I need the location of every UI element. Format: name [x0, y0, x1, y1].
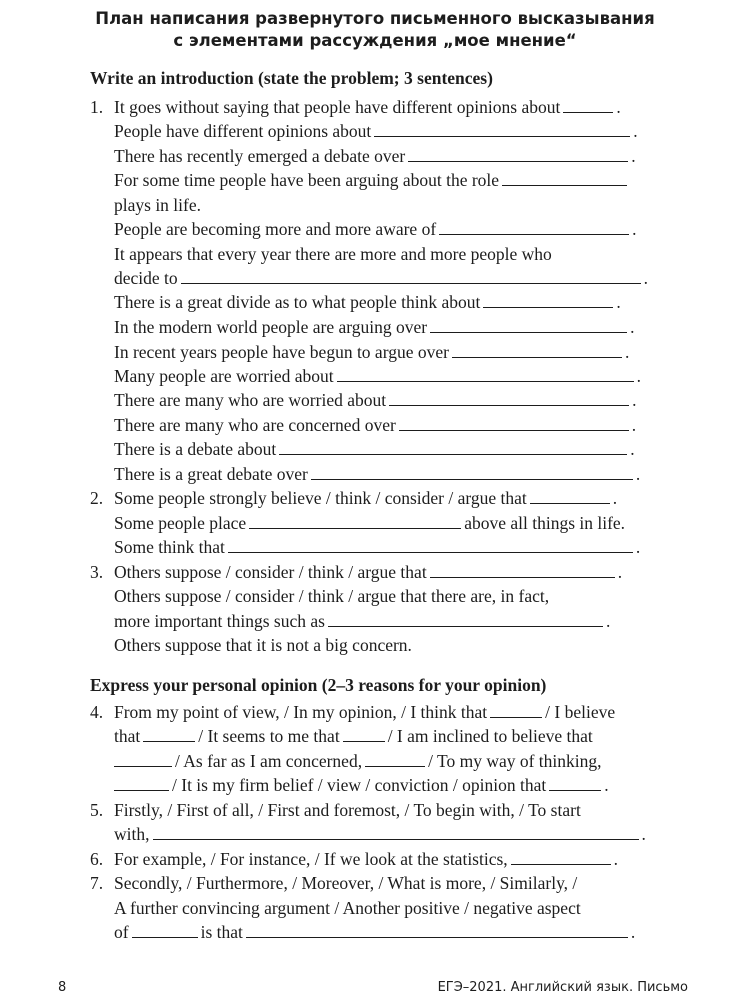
- blank: [114, 775, 169, 791]
- opinion-line: / It is my firm belief / view / conviction / opinion that .: [114, 773, 659, 797]
- item-number-5: 5.: [90, 800, 104, 820]
- opinion-line: Secondly, / Furthermore, / Moreover, / What is more, / Similarly, /: [114, 873, 578, 893]
- intro-line: Others suppose that it is not a big concern.: [114, 635, 412, 655]
- intro-line: Some think that .: [114, 537, 641, 557]
- blank: [452, 342, 622, 358]
- intro-line: There is a debate about .: [114, 439, 635, 459]
- opinion-line: that / It seems to me that / I am inclined to believe that: [114, 726, 593, 746]
- item-number-2: 2.: [90, 488, 104, 508]
- opinion-line: / As far as I am concerned, / To my way of thinking,: [114, 749, 659, 773]
- blank: [399, 415, 629, 431]
- blank: [439, 219, 629, 235]
- intro-line: more important things such as .: [114, 611, 611, 631]
- intro-line: It appears that every year there are more and more people who: [114, 244, 552, 264]
- intro-line: People have different opinions about .: [114, 121, 638, 141]
- intro-line: Others suppose / consider / think / argue that .: [114, 562, 623, 582]
- book-title-footer: ЕГЭ–2021. Английский язык. Письмо: [437, 980, 688, 995]
- blank: [374, 121, 630, 137]
- blank: [430, 562, 615, 578]
- intro-line: There has recently emerged a debate over .: [114, 146, 636, 166]
- opinion-line: A further convincing argument / Another positive / negative aspect: [114, 898, 581, 918]
- item-number-3: 3.: [90, 562, 104, 582]
- intro-line: There are many who are worried about .: [114, 390, 637, 410]
- page-title-line-1: План написания развернутого письменного высказывания: [95, 9, 655, 28]
- blank: [530, 488, 610, 504]
- blank: [389, 390, 629, 406]
- intro-line: There is a great debate over .: [114, 464, 641, 484]
- blank: [408, 146, 628, 162]
- opinion-heading: Express your personal opinion (2–3 reasons for your opinion): [90, 675, 547, 695]
- blank: [328, 611, 603, 627]
- item-number-1: 1.: [90, 97, 104, 117]
- opinion-line: For example, / For instance, / If we look at the statistics, .: [114, 849, 619, 869]
- opinion-line: Firstly, / First of all, / First and foremost, / To begin with, / To start: [114, 800, 581, 820]
- blank: [228, 537, 633, 553]
- intro-line: decide to .: [114, 268, 649, 288]
- blank: [114, 751, 172, 767]
- intro-line: People are becoming more and more aware of .: [114, 219, 637, 239]
- blank: [430, 317, 627, 333]
- blank: [181, 268, 641, 284]
- blank: [502, 170, 627, 186]
- blank: [365, 751, 425, 767]
- blank: [246, 922, 628, 938]
- intro-heading: Write an introduction (state the problem; 3 sentences): [90, 68, 493, 88]
- blank: [311, 464, 633, 480]
- item-number-7: 7.: [90, 873, 104, 893]
- intro-line: There are many who are concerned over .: [114, 415, 637, 435]
- item-number-6: 6.: [90, 849, 104, 869]
- blank: [343, 726, 385, 742]
- blank: [279, 439, 627, 455]
- opinion-line: of is that .: [114, 922, 636, 942]
- intro-line: For some time people have been arguing about the role: [114, 168, 659, 192]
- intro-line: In the modern world people are arguing over .: [114, 317, 635, 337]
- blank: [143, 726, 195, 742]
- intro-line: Some people place above all things in life.: [114, 513, 626, 533]
- item-number-4: 4.: [90, 702, 104, 722]
- page-number: 8: [58, 980, 67, 995]
- blank: [549, 775, 601, 791]
- intro-line: Many people are worried about .: [114, 366, 642, 386]
- intro-line: Some people strongly believe / think / consider / argue that .: [114, 488, 618, 508]
- intro-line: There is a great divide as to what people think about .: [114, 292, 621, 312]
- blank: [490, 702, 542, 718]
- blank: [132, 922, 198, 938]
- blank: [511, 849, 611, 865]
- opinion-line: with, .: [114, 824, 646, 844]
- blank: [483, 292, 613, 308]
- intro-line: It goes without saying that people have different opinions about .: [114, 97, 621, 117]
- intro-line: In recent years people have begun to argue over .: [114, 342, 630, 362]
- opinion-line: From my point of view, / In my opinion, / I think that / I believe: [114, 702, 616, 722]
- blank: [337, 366, 634, 382]
- blank: [563, 97, 613, 113]
- blank: [249, 513, 461, 529]
- blank: [153, 824, 639, 840]
- page-title-line-2: с элементами рассуждения „мое мнение“: [173, 31, 577, 50]
- intro-line: plays in life.: [114, 195, 201, 215]
- intro-line: Others suppose / consider / think / argue that there are, in fact,: [114, 586, 550, 606]
